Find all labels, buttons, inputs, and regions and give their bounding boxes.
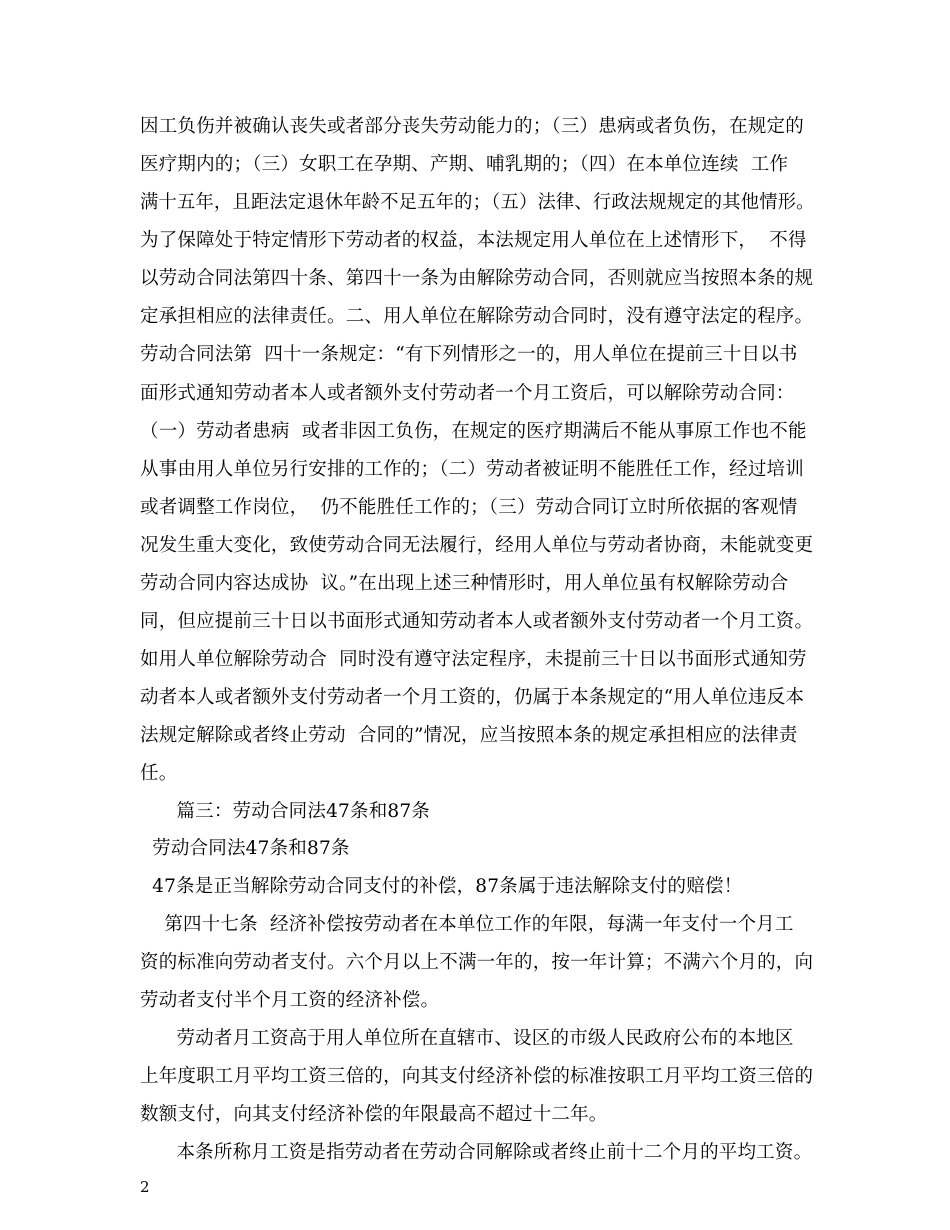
page-number: 2 bbox=[140, 1178, 150, 1196]
text-line: 资的标准向劳动者支付。六个月以上不满一年的，按一年计算；不满六个月的，向 bbox=[140, 952, 814, 973]
text-line: 医疗期内的；（三）女职工在孕期、产期、哺乳期的；（四）在本单位连续 工作 bbox=[140, 154, 789, 175]
text-line: 况发生重大变化，致使劳动合同无法履行，经用人单位与劳动者协商，未能就变更 bbox=[140, 535, 814, 556]
text-line: 为了保障处于特定情形下劳动者的权益，本法规定用人单位在上述情形下， 不得 bbox=[140, 230, 807, 251]
text-line: 任。 bbox=[140, 763, 178, 784]
text-line: 劳动合同法第 四十一条规定：“有下列情形之一的，用人单位在提前三十日以书 bbox=[140, 344, 798, 365]
text-line: 从事由用人单位另行安排的工作的；（二）劳动者被证明不能胜任工作，经过培训 bbox=[140, 459, 804, 480]
text-line: （一）劳动者患病 或者非因工负伤，在规定的医疗期满后不能从事原工作也不能 bbox=[140, 421, 807, 442]
text-line: 篇三：劳动合同法47条和87条 bbox=[140, 801, 431, 822]
text-line: 47条是正当解除劳动合同支付的补偿，87条属于违法解除支付的赔偿！ bbox=[140, 876, 743, 897]
text-line: 同，但应提前三十日以书面形式通知劳动者本人或者额外支付劳动者一个月工资。 bbox=[140, 611, 814, 632]
text-line: 劳动者支付半个月工资的经济补偿。 bbox=[140, 990, 440, 1011]
text-line: 本条所称月工资是指劳动者在劳动合同解除或者终止前十二个月的平均工资。 bbox=[140, 1142, 813, 1163]
text-line: 数额支付，向其支付经济补偿的年限最高不超过十二年。 bbox=[140, 1104, 608, 1125]
text-line: 定承担相应的法律责任。二、用人单位在解除劳动合同时，没有遵守法定的程序。 bbox=[140, 306, 814, 327]
text-line: 因工负伤并被确认丧失或者部分丧失劳动能力的；（三）患病或者负伤，在规定的 bbox=[140, 116, 804, 137]
text-line: 动者本人或者额外支付劳动者一个月工资的，仍属于本条规定的“用人单位违反本 bbox=[140, 687, 805, 708]
text-line: 满十五年，且距法定退休年龄不足五年的；（五）法律、行政法规规定的其他情形。 bbox=[140, 192, 815, 213]
text-line: 第四十七条 经济补偿按劳动者在本单位工作的年限，每满一年支付一个月工 bbox=[140, 914, 794, 935]
text-line: 上年度职工月平均工资三倍的，向其支付经济补偿的标准按职工月平均工资三倍的 bbox=[140, 1066, 814, 1087]
text-line: 法规定解除或者终止劳动 合同的”情况，应当按照本条的规定承担相应的法律责 bbox=[140, 725, 798, 746]
text-line: 劳动合同法47条和87条 bbox=[140, 838, 350, 859]
text-line: 面形式通知劳动者本人或者额外支付劳动者一个月工资后，可以解除劳动合同： bbox=[140, 383, 795, 404]
text-line: 劳动合同内容达成协 议。”在出现上述三种情形时，用人单位虽有权解除劳动合 bbox=[140, 573, 789, 594]
text-line: 如用人单位解除劳动合 同时没有遵守法定程序，未提前三十日以书面形式通知劳 bbox=[140, 649, 807, 670]
text-line: 劳动者月工资高于用人单位所在直辖市、设区的市级人民政府公布的本地区 bbox=[140, 1028, 794, 1049]
text-line: 或者调整工作岗位， 仍不能胜任工作的；（三）劳动合同订立时所依据的客观情 bbox=[140, 497, 798, 518]
text-line: 以劳动合同法第四十条、第四十一条为由解除劳动合同，否则就应当按照本条的规 bbox=[140, 268, 814, 289]
